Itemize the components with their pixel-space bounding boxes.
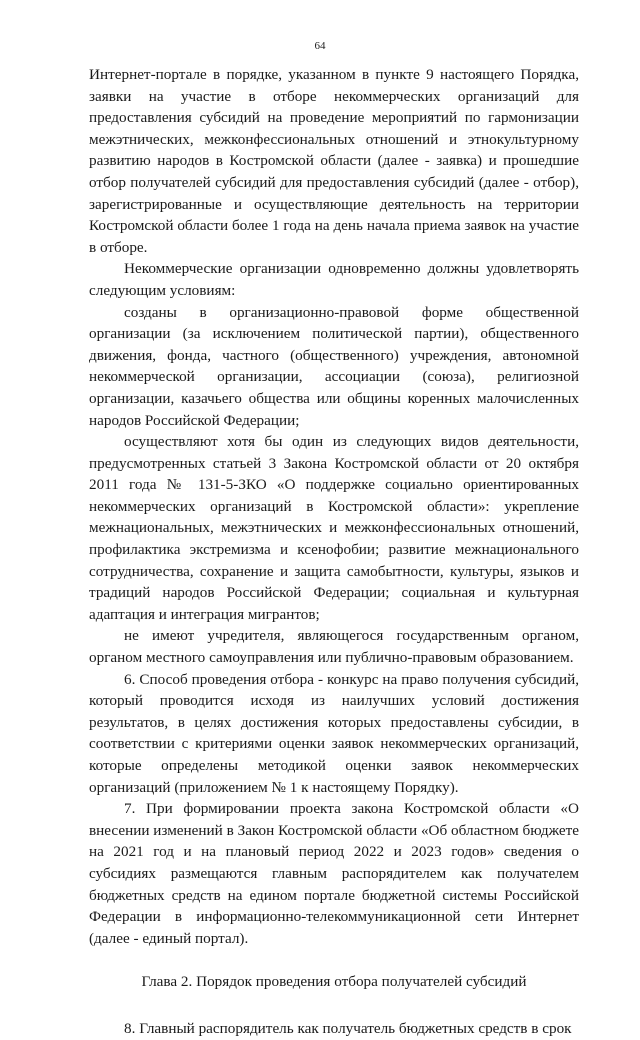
paragraph-item-8: 8. Главный распорядитель как получатель бюджетных средств в срок: [124, 1019, 572, 1037]
page-number: 64: [314, 40, 326, 52]
paragraph-condition-founder: не имеют учредителя, являющегося государственным органом, органом местного самоуправления или публично-правовым образованием.: [89, 627, 579, 667]
paragraph-condition-activity: осуществляют хотя бы один из следующих видов деятельности, предусмотренных статьей 3 Закона Костромской области от 20 октября 2011 года № 131-5-ЗКО «О поддержке социально ориентированных некоммерческих организаций в Костромской области»: укрепление межнациональных, межэтнических и межконфессиональных отношений, профилактика экстремизма и ксенофобии; развитие межнационального сотрудничества, сохранение и защита самобытности, культуры, языков и традиций народов Российской Федерации; социальная и культурная адаптация и интеграция мигрантов;: [89, 433, 579, 623]
paragraph-continuation: Интернет-портале в порядке, указанном в пункте 9 настоящего Порядка, заявки на участие в отборе некоммерческих организаций для предоставления субсидий на проведение мероприятий по гармонизации межэтнических, межконфессиональных отношений и этнокультурному развитию народов в Костромской области (далее - заявка) и прошедшие отбор получателей субсидий для предоставления субсидий (далее - отбор), зарегистрированные и осуществляющие деятельность на территории Костромской области более 1 года на день начала приема заявок на участие в отборе.: [89, 66, 579, 256]
document-body: [89, 64, 579, 1040]
paragraph-item-7: 7. При формировании проекта закона Костромской области «О внесении изменений в Закон Костромской области «Об областном бюджете на 2021 год и на плановый период 2022 и 2023 годов» сведения о субсидиях размещаются главным распорядителем как получателем бюджетных средств на едином портале бюджетной системы Российской Федерации в информационно-телекоммуникационной сети Интернет (далее - единый портал).: [89, 800, 579, 947]
paragraph-condition-legal-form: созданы в организационно-правовой форме общественной организации (за исключением политической партии), общественного движения, фонда, частного (общественного) учреждения, автономной некоммерческой организации, ассоциации (союза), религиозной организации, казачьего общества или общины коренных малочисленных народов Российской Федерации;: [89, 303, 579, 429]
chapter-heading: Глава 2. Порядок проведения отбора получателей субсидий: [141, 973, 527, 991]
paragraph-conditions-intro: Некоммерческие организации одновременно должны удовлетворять следующим условиям:: [89, 260, 579, 299]
paragraph-item-6: 6. Способ проведения отбора - конкурс на право получения субсидий, который проводится исходя из наилучших условий достижения результатов, в целях достижения которых предоставлены субсидии, в соответствии с критериями оценки заявок некоммерческих организаций, которые определены методикой оценки заявок некоммерческих организаций (приложением № 1 к настоящему Порядку).: [89, 670, 579, 796]
